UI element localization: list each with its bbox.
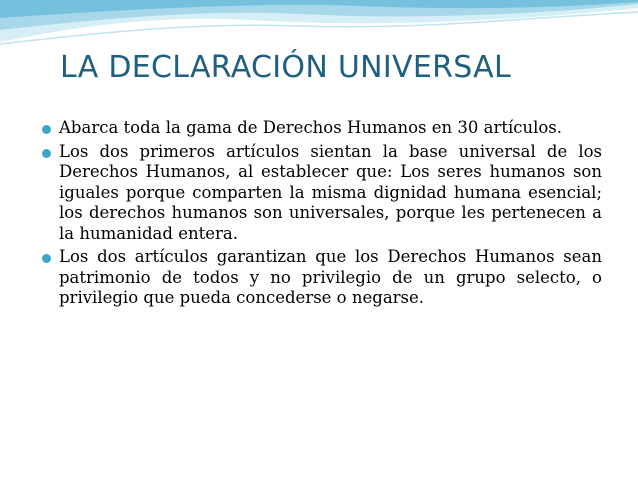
bullet-dot-icon [42,149,51,158]
bullet-dot-icon [42,125,51,134]
bullet-list [40,118,602,312]
bullet-text: Abarca toda la gama de Derechos Humanos en 30 artículos. [59,118,563,137]
bullet-text: Los dos artículos garantizan que los Derechos Humanos sean patrimonio de todos y no privilegio de un grupo selecto, o privilegio que pueda concederse o negarse. [59,247,602,307]
slide-title: LA DECLARACIÓN UNIVERSAL [60,50,512,85]
bullet-text: Los dos primeros artículos sientan la base universal de los Derechos Humanos, al establecer que: Los seres humanos son iguales porque comparten la misma dignidad humana esencial; los derechos humanos son universales, porque les pertenecen a la humanidad entera. [59,141,602,243]
list-item [40,118,602,139]
list-item [40,142,602,245]
list-item [40,247,602,309]
bullet-dot-icon [42,254,51,263]
